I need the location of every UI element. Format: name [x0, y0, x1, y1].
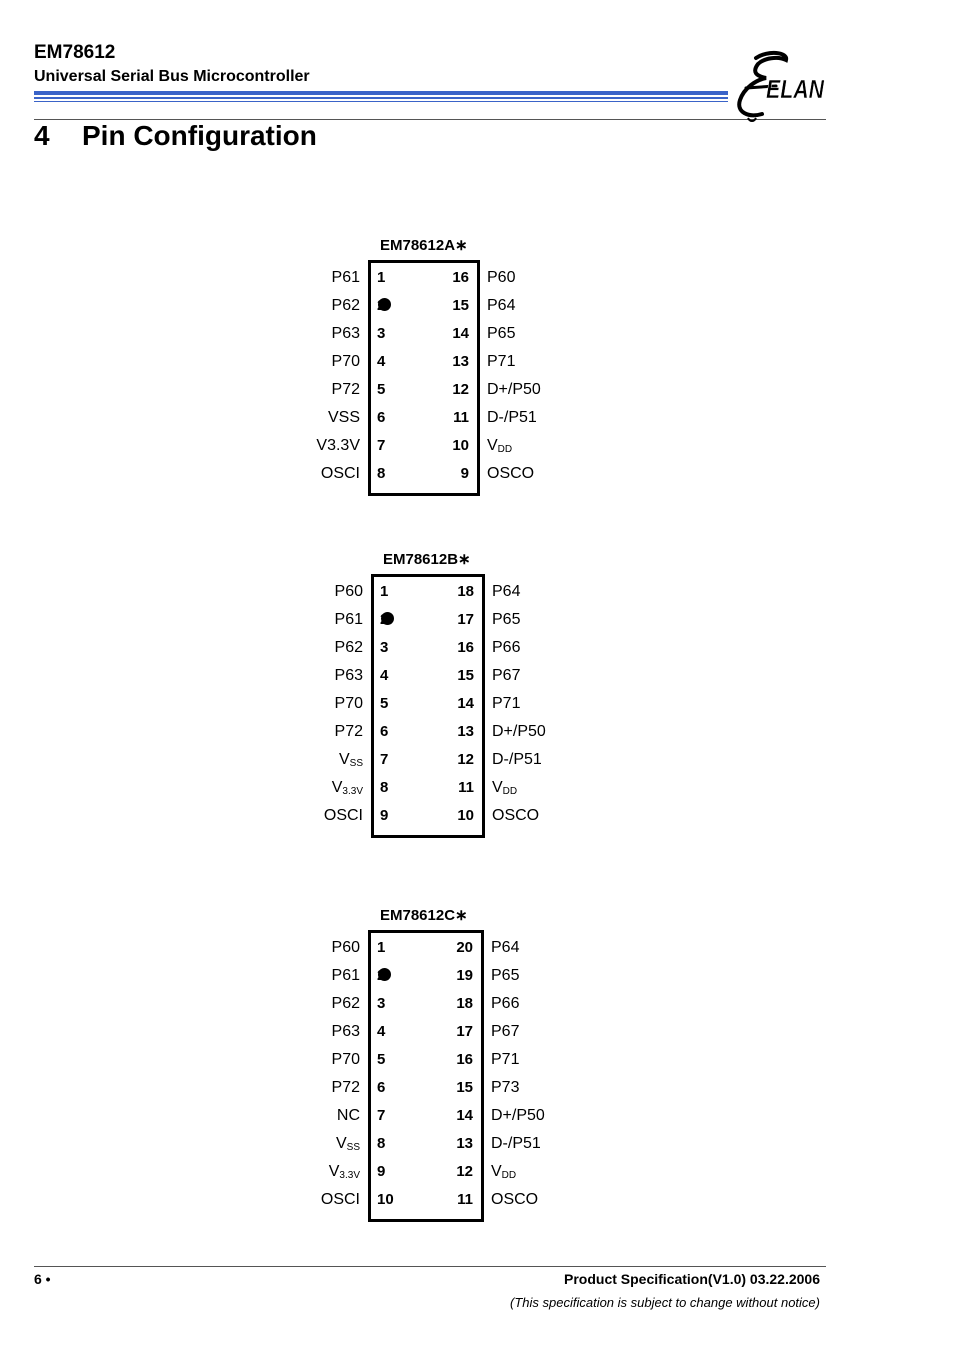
- pin-number: 8: [377, 465, 386, 482]
- pin-label-left: [200, 934, 360, 962]
- pin-label-text: P66: [491, 995, 520, 1012]
- pin-label-left: [200, 1046, 360, 1074]
- pin-label-left: [200, 690, 363, 718]
- pin-label-text: P65: [491, 967, 520, 984]
- pin-number-left: [377, 1186, 394, 1214]
- pin-number-left: [380, 606, 388, 634]
- pin-label-text: D+/P50: [492, 723, 546, 740]
- pin-label-text: P72: [334, 723, 363, 740]
- pin-number: 1: [380, 583, 389, 600]
- pin-label-text: P70: [331, 1051, 360, 1068]
- pin-label: [316, 432, 360, 460]
- pin-number-right: [436, 1102, 473, 1130]
- pin-label-text: V: [331, 779, 343, 796]
- pin-number-left: [377, 1102, 385, 1130]
- pin-number: 12: [457, 751, 474, 768]
- pin-label: [492, 662, 520, 690]
- header-rule-mid: [34, 97, 728, 99]
- pin-number-left: [380, 718, 388, 746]
- pin-number-right: [436, 1018, 473, 1046]
- pin-number-right: [437, 774, 474, 802]
- pin-number: 5: [377, 381, 386, 398]
- pin-label: [491, 934, 519, 962]
- pin-label: [487, 348, 515, 376]
- pin-label: [328, 404, 360, 432]
- pin-label: [321, 460, 360, 488]
- pin-number-right: [432, 404, 469, 432]
- pin-number: 2: [377, 967, 386, 984]
- pin-label-text: D-/P51: [491, 1135, 541, 1152]
- pin-label: [491, 1074, 519, 1102]
- pin-label-text: OSCI: [320, 465, 360, 482]
- pin-number: 18: [457, 583, 474, 600]
- pin-label: [491, 1102, 545, 1130]
- pin-label-left: [200, 746, 363, 774]
- pin-label-left: [200, 1102, 360, 1130]
- pin-number: 4: [380, 667, 389, 684]
- pin-label-left: [200, 662, 363, 690]
- pin-number: 11: [453, 409, 469, 426]
- pin-number-left: [377, 1046, 385, 1074]
- pin-number: 4: [377, 353, 386, 370]
- pin-label-text: D+/P50: [491, 1107, 545, 1124]
- pin-number-right: [437, 690, 474, 718]
- pin-label-text: OSCO: [491, 1191, 539, 1208]
- pin-number-right: [437, 662, 474, 690]
- pin-number-left: [377, 934, 391, 962]
- pin-label-text: P65: [492, 611, 521, 628]
- pin-label-text: P67: [491, 1023, 520, 1040]
- pin-label-left: [200, 1130, 360, 1158]
- section-title: [34, 120, 317, 152]
- header-title: EM78612: [34, 42, 116, 63]
- footer-note: (This specification is subject to change without notice): [510, 1295, 820, 1310]
- pin-label: [335, 606, 363, 634]
- pin-label-left: [200, 404, 360, 432]
- pin-label-subscript: 3.3V: [342, 786, 363, 797]
- footer-spec: Product Specification(V1.0) 03.22.2006: [564, 1271, 820, 1287]
- pin-label-text: P61: [331, 269, 360, 286]
- pin-number: 11: [457, 1191, 473, 1208]
- pin-label-text: P62: [334, 639, 363, 656]
- pin-number: 10: [377, 1191, 394, 1208]
- pin-label: [337, 1102, 360, 1130]
- pin-label-left: [200, 990, 360, 1018]
- section-title-text: Pin Configuration: [82, 120, 317, 151]
- pin-label: [492, 802, 539, 830]
- pin-number: 10: [452, 437, 469, 454]
- pin-number: 13: [457, 723, 474, 740]
- pin-number: 9: [460, 465, 469, 482]
- pin-label-text: P60: [487, 269, 516, 286]
- pin-number-left: [380, 578, 394, 606]
- pin-number: 17: [456, 1023, 473, 1040]
- pin-label: [335, 634, 363, 662]
- pin-label-subscript: DD: [497, 444, 513, 455]
- logo-text: ELAN: [766, 74, 825, 104]
- pin-label-text: P61: [334, 611, 363, 628]
- pin-label-text: P64: [492, 583, 521, 600]
- pin-label: [492, 746, 542, 774]
- pin-label-text: P61: [331, 967, 360, 984]
- pin-label-left: [200, 292, 360, 320]
- pin-number-left: [377, 320, 385, 348]
- pin-label-text: VSS: [327, 409, 360, 426]
- pin-number-left: [380, 746, 388, 774]
- pin-number: 6: [377, 1079, 386, 1096]
- pin-label-left: [200, 432, 360, 460]
- pin-number: 3: [377, 995, 386, 1012]
- pin-label-text: P62: [331, 297, 360, 314]
- pin-number-right: [437, 634, 474, 662]
- pin-number-left: [377, 348, 385, 376]
- pin-number-right: [432, 348, 469, 376]
- pin-label: [321, 1186, 360, 1214]
- pin-label-subscript: SS: [346, 1142, 360, 1153]
- pin-label: [335, 690, 363, 718]
- pin-number-right: [436, 990, 473, 1018]
- footer-page-number: 6 •: [34, 1271, 51, 1287]
- pin-label-left: [200, 774, 363, 802]
- header-rule-fine: [34, 101, 728, 102]
- pin-number: 14: [456, 1107, 473, 1124]
- pin-label-subscript: DD: [501, 1170, 517, 1181]
- pin-number: 8: [377, 1135, 386, 1152]
- pin-label-left: [200, 320, 360, 348]
- pin-label-text: V: [487, 437, 498, 454]
- pin-label-text: V: [328, 1163, 340, 1180]
- pin-label: [487, 376, 541, 404]
- pin-number-left: [377, 1074, 385, 1102]
- pin-number-left: [380, 802, 388, 830]
- pin-number: 1: [377, 939, 386, 956]
- pin-number-right: [437, 606, 474, 634]
- chip-name: EM78612C∗: [380, 907, 468, 924]
- pin-number: 14: [452, 325, 469, 342]
- pin-number: 16: [452, 269, 469, 286]
- pin-number-left: [377, 432, 385, 460]
- pin-label: [332, 348, 360, 376]
- pin-label-text: P72: [331, 381, 360, 398]
- pin-number: 3: [377, 325, 386, 342]
- pin-number-right: [437, 802, 474, 830]
- chip-name: EM78612A∗: [380, 237, 468, 254]
- pin-number-left: [380, 634, 388, 662]
- pin-number: 2: [380, 611, 389, 628]
- pin-label: [487, 264, 515, 292]
- pin-number-left: [377, 1158, 385, 1186]
- pin-label-text: NC: [336, 1107, 360, 1124]
- pin-label: [332, 1018, 360, 1046]
- pin-number-right: [432, 320, 469, 348]
- pin-number-right: [436, 934, 473, 962]
- pin-label-left: [200, 460, 360, 488]
- pin-number-left: [377, 1130, 385, 1158]
- pin-label-left: [200, 634, 363, 662]
- pin-label-text: P66: [492, 639, 521, 656]
- pin-label-text: V: [491, 1163, 502, 1180]
- pin-label: [492, 578, 520, 606]
- pin-number-left: [380, 690, 388, 718]
- pin-label: [492, 690, 520, 718]
- pin-label-text: V: [492, 779, 503, 796]
- elan-logo: [726, 48, 828, 122]
- pin-label: [487, 320, 515, 348]
- footer-rule: [34, 1266, 826, 1267]
- pin-label-text: V3.3V: [316, 437, 360, 454]
- pin-label-left: [200, 264, 360, 292]
- pin-number: 16: [457, 639, 474, 656]
- pin-label-text: P67: [492, 667, 521, 684]
- pin-label: [332, 320, 360, 348]
- pin-number-left: [380, 662, 388, 690]
- pin-number-right: [436, 1046, 473, 1074]
- pin-label-text: OSCI: [320, 1191, 360, 1208]
- pin-number: 7: [377, 437, 386, 454]
- pin-number-left: [377, 264, 391, 292]
- pin-number-right: [432, 460, 469, 488]
- pin-label-left: [200, 376, 360, 404]
- pin-number: 8: [380, 779, 389, 796]
- pin-label-left: [200, 1158, 360, 1186]
- pin-number: 13: [456, 1135, 473, 1152]
- pin-number-left: [377, 460, 385, 488]
- pin-label-text: P71: [487, 353, 516, 370]
- pin-label-text: P71: [491, 1051, 520, 1068]
- pin-label-text: D+/P50: [487, 381, 541, 398]
- pin-number-right: [436, 1158, 473, 1186]
- pin-number-left: [377, 1018, 385, 1046]
- pin-number-right: [432, 292, 469, 320]
- pin-label: [332, 1074, 360, 1102]
- pin-number-right: [437, 746, 474, 774]
- pin-label: [491, 1130, 541, 1158]
- pin-number-right: [432, 376, 469, 404]
- pin-label-text: D-/P51: [492, 751, 542, 768]
- pin-label-subscript: DD: [502, 786, 518, 797]
- pin-number-left: [377, 292, 385, 320]
- pin-number: 9: [377, 1163, 386, 1180]
- pin-number: 2: [377, 297, 386, 314]
- pin-number-left: [377, 990, 385, 1018]
- pin-label-text: P64: [491, 939, 520, 956]
- pin-label-text: P60: [334, 583, 363, 600]
- pin-label-subscript: 3.3V: [339, 1170, 360, 1181]
- pin-label-text: P63: [334, 667, 363, 684]
- pin-number-right: [432, 264, 469, 292]
- pin-number-right: [436, 1186, 473, 1214]
- pin-number-right: [436, 1074, 473, 1102]
- pin-number: 13: [452, 353, 469, 370]
- pin-number-left: [380, 774, 388, 802]
- pin-number: 12: [452, 381, 469, 398]
- pin-label: [332, 962, 360, 990]
- pin-label: [491, 962, 519, 990]
- pin-number: 1: [377, 269, 386, 286]
- pin-label-text: P62: [331, 995, 360, 1012]
- pin-label-text: P72: [331, 1079, 360, 1096]
- pin-number: 19: [456, 967, 473, 984]
- pin-number: 17: [457, 611, 474, 628]
- pin-label-text: P63: [331, 325, 360, 342]
- pin-label: [332, 264, 360, 292]
- pin-label-text: OSCO: [487, 465, 535, 482]
- pin-label-left: [200, 348, 360, 376]
- pin-number: 4: [377, 1023, 386, 1040]
- pin-number-left: [377, 404, 385, 432]
- pin-label: [335, 662, 363, 690]
- pin-label: [487, 404, 537, 432]
- pin-label: [492, 718, 546, 746]
- pin-label-text: P60: [331, 939, 360, 956]
- header-subtitle: Universal Serial Bus Microcontroller: [34, 68, 310, 85]
- pin-label: [491, 990, 519, 1018]
- pin-label-text: OSCO: [492, 807, 540, 824]
- pin-label-text: V: [335, 1135, 347, 1152]
- pin-label: [491, 1046, 519, 1074]
- pin-number: 16: [456, 1051, 473, 1068]
- pin-label-text: P71: [492, 695, 521, 712]
- pin-number: 6: [377, 409, 386, 426]
- section-number: 4: [34, 120, 50, 151]
- pin-label-text: P64: [487, 297, 516, 314]
- pin-number: 18: [456, 995, 473, 1012]
- pin-label: [487, 460, 534, 488]
- header-rule-thick: [34, 91, 728, 95]
- pin-label-text: P65: [487, 325, 516, 342]
- pin-number-right: [437, 718, 474, 746]
- pin-number: 10: [457, 807, 474, 824]
- pin-label: [332, 934, 360, 962]
- pin-number: 5: [377, 1051, 386, 1068]
- pin-label: [324, 802, 363, 830]
- pin-number: 12: [456, 1163, 473, 1180]
- pin-number: 20: [456, 939, 473, 956]
- pin-label-left: [200, 606, 363, 634]
- pin-label: [492, 634, 520, 662]
- pin-label: [332, 1046, 360, 1074]
- pin-label-left: [200, 1018, 360, 1046]
- pin-number: 14: [457, 695, 474, 712]
- pin-number: 7: [380, 751, 389, 768]
- pin-label: [335, 718, 363, 746]
- pin-label-text: P70: [334, 695, 363, 712]
- pin-label: [492, 606, 520, 634]
- pin-label-text: P73: [491, 1079, 520, 1096]
- pin-label-left: [200, 1186, 360, 1214]
- pin-label: [332, 376, 360, 404]
- pin-label-text: P70: [331, 353, 360, 370]
- pin-label-left: [200, 1074, 360, 1102]
- pin-number-left: [377, 962, 385, 990]
- pin-label-text: OSCI: [323, 807, 363, 824]
- pin-number-right: [437, 578, 474, 606]
- pin-number: 3: [380, 639, 389, 656]
- pin-label: [487, 292, 515, 320]
- pin-number: 6: [380, 723, 389, 740]
- pin-label-left: [200, 578, 363, 606]
- pin-label: [491, 1018, 519, 1046]
- pin-number: 9: [380, 807, 389, 824]
- pin-number-right: [436, 1130, 473, 1158]
- pin-label: [332, 292, 360, 320]
- pin-number: 15: [456, 1079, 473, 1096]
- chip-name: EM78612B∗: [383, 551, 471, 568]
- pin-number-left: [377, 376, 385, 404]
- pin-number: 5: [380, 695, 389, 712]
- pin-label-left: [200, 718, 363, 746]
- pin-label: [335, 578, 363, 606]
- pin-label: [332, 990, 360, 1018]
- pin-label-subscript: SS: [349, 758, 363, 769]
- pin-number: 15: [452, 297, 469, 314]
- pin-number-right: [432, 432, 469, 460]
- pin-number: 11: [458, 779, 474, 796]
- pin-label-text: V: [338, 751, 350, 768]
- pin-number-right: [436, 962, 473, 990]
- pin-label-left: [200, 962, 360, 990]
- pin-label-text: D-/P51: [487, 409, 537, 426]
- pin-label-text: P63: [331, 1023, 360, 1040]
- pin-label: [491, 1186, 538, 1214]
- pin-number: 15: [457, 667, 474, 684]
- pin-number: 7: [377, 1107, 386, 1124]
- pin-label-left: [200, 802, 363, 830]
